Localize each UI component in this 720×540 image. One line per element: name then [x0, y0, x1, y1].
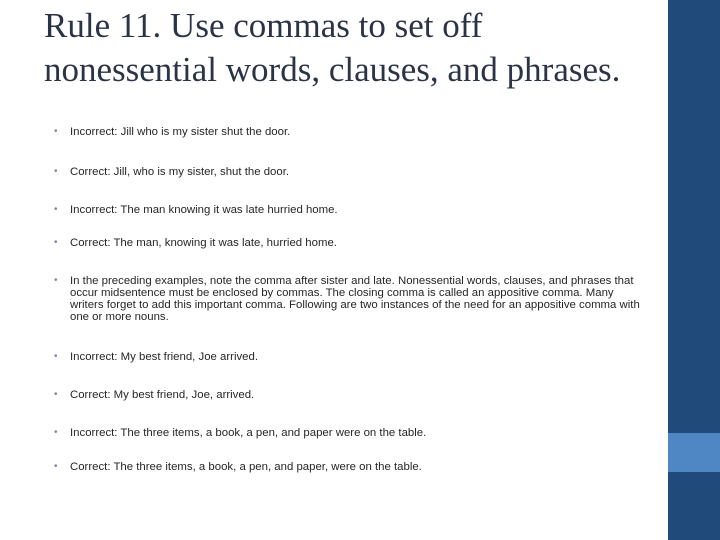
- bullet-item: [54, 351, 640, 363]
- bullet-text: Correct: The man, knowing it was late, hurried home.: [70, 237, 337, 249]
- sidebar-dark-band: [668, 472, 720, 540]
- bullet-dot-icon: •: [54, 204, 58, 215]
- sidebar-accent-band: [668, 433, 720, 472]
- slide-title: Rule 11. Use commas to set off nonessential words, clauses, and phrases.: [44, 6, 621, 89]
- bullet-dot-icon: •: [54, 126, 58, 137]
- bullet-dot-icon: •: [54, 275, 58, 286]
- bullet-item: [54, 275, 640, 323]
- bullet-item: [54, 461, 640, 473]
- bullet-dot-icon: •: [54, 166, 58, 177]
- decorative-sidebar: [668, 0, 720, 540]
- bullet-item: [54, 389, 640, 401]
- bullet-dot-icon: •: [54, 389, 58, 400]
- bullet-dot-icon: •: [54, 427, 58, 438]
- bullet-text: Incorrect: The three items, a book, a pen, and paper were on the table.: [70, 427, 427, 439]
- sidebar-dark-band: [668, 0, 720, 433]
- bullet-text: Incorrect: Jill who is my sister shut the door.: [70, 126, 291, 138]
- bullet-text: In the preceding examples, note the comma after sister and late. Nonessential words, clauses, and phrases that occur midsentence must be enclosed by commas. The closing comma is called an appositive comma. Many writers forget to add this important comma. Following are two instances of the need for an appositive comma with one or more nouns.: [70, 275, 640, 323]
- bullet-item: [54, 166, 640, 178]
- bullet-text: Correct: Jill, who is my sister, shut the door.: [70, 166, 290, 178]
- bullet-text: Correct: The three items, a book, a pen, and paper, were on the table.: [70, 461, 422, 473]
- bullet-text: Correct: My best friend, Joe, arrived.: [70, 389, 255, 401]
- bullet-item: [54, 204, 640, 216]
- bullet-dot-icon: •: [54, 461, 58, 472]
- bullet-dot-icon: •: [54, 351, 58, 362]
- bullet-text: Incorrect: My best friend, Joe arrived.: [70, 351, 259, 363]
- bullet-item: [54, 427, 640, 439]
- bullet-text: Incorrect: The man knowing it was late hurried home.: [70, 204, 338, 216]
- bullet-dot-icon: •: [54, 237, 58, 248]
- bullet-item: [54, 126, 640, 138]
- bullet-item: [54, 237, 640, 249]
